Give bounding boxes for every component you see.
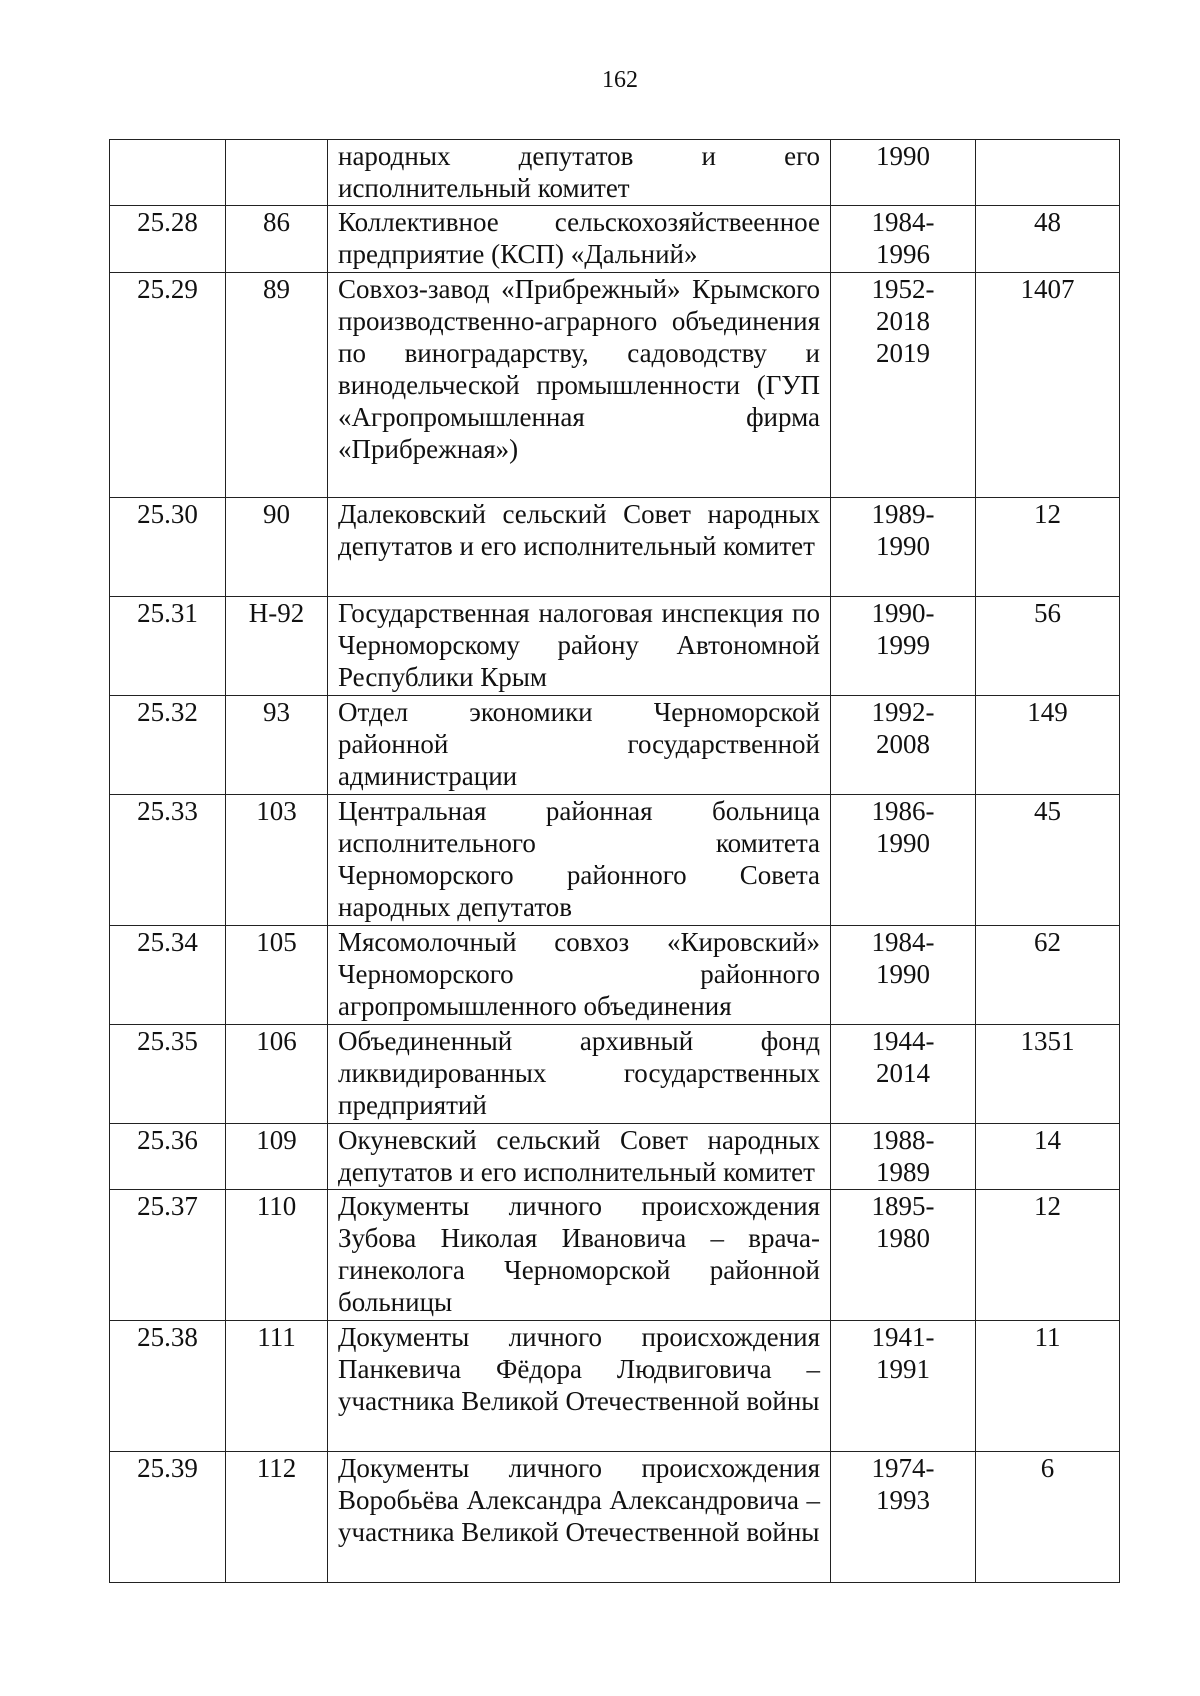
year-line: 1991: [876, 1354, 930, 1384]
table-row: [110, 1452, 1120, 1583]
years-cell: [831, 206, 976, 273]
fund-number-cell: 110: [226, 1190, 328, 1321]
years-cell: [831, 273, 976, 498]
year-line: 1990: [876, 531, 930, 561]
fund-name-cell: народных депутатов и его исполнительный комитет: [328, 140, 831, 206]
row-number-cell: 25.33: [110, 795, 226, 926]
fund-name-cell: Центральная районная больница исполнительного комитета Черноморского районного Совета народных депутатов: [328, 795, 831, 926]
table-row: [110, 498, 1120, 597]
fund-number-cell: Н-92: [226, 597, 328, 696]
years-cell: [831, 140, 976, 206]
year-line: 1989: [876, 1157, 930, 1187]
years-cell: [831, 498, 976, 597]
table-row: [110, 1190, 1120, 1321]
table-row: [110, 795, 1120, 926]
row-number-cell: [110, 140, 226, 206]
fund-number-cell: 111: [226, 1321, 328, 1452]
table-row: [110, 597, 1120, 696]
fund-name-cell: Отдел экономики Черноморской районной государственной администрации: [328, 696, 831, 795]
item-count-cell: 14: [976, 1124, 1120, 1190]
years-cell: [831, 1452, 976, 1583]
year-line: 1944-: [871, 1026, 935, 1056]
year-line: 1984-: [871, 927, 935, 957]
year-line: 1990-: [871, 598, 935, 628]
row-number-cell: 25.38: [110, 1321, 226, 1452]
table-row: [110, 1124, 1120, 1190]
table-row: [110, 273, 1120, 498]
item-count-cell: 12: [976, 498, 1120, 597]
fund-number-cell: 109: [226, 1124, 328, 1190]
year-line: 2008: [876, 729, 930, 759]
item-count-cell: 149: [976, 696, 1120, 795]
item-count-cell: 1351: [976, 1025, 1120, 1124]
item-count-cell: 62: [976, 926, 1120, 1025]
fund-number-cell: 90: [226, 498, 328, 597]
item-count-cell: 1407: [976, 273, 1120, 498]
fund-number-cell: 103: [226, 795, 328, 926]
fund-number-cell: 89: [226, 273, 328, 498]
item-count-cell: 6: [976, 1452, 1120, 1583]
row-number-cell: 25.30: [110, 498, 226, 597]
fund-name-cell: Объединенный архивный фонд ликвидированных государственных предприятий: [328, 1025, 831, 1124]
row-number-cell: 25.28: [110, 206, 226, 273]
row-number-cell: 25.37: [110, 1190, 226, 1321]
fund-number-cell: 105: [226, 926, 328, 1025]
years-cell: [831, 597, 976, 696]
row-number-cell: 25.32: [110, 696, 226, 795]
year-line: 1996: [876, 239, 930, 269]
fund-number-cell: 86: [226, 206, 328, 273]
year-line: 1984-: [871, 207, 935, 237]
year-line: 1952-: [871, 274, 935, 304]
item-count-cell: 12: [976, 1190, 1120, 1321]
year-line: 1974-: [871, 1453, 935, 1483]
row-number-cell: 25.35: [110, 1025, 226, 1124]
year-line: 1990: [876, 828, 930, 858]
years-cell: [831, 1190, 976, 1321]
fund-name-cell: Совхоз-завод «Прибрежный» Крымского производственно-аграрного объединения по виноградарству, садоводству и винодельческой промышленности (ГУП «Агропромышленная фирма «Прибрежная»): [328, 273, 831, 498]
years-cell: [831, 1321, 976, 1452]
fund-number-cell: 106: [226, 1025, 328, 1124]
year-line: 2014: [876, 1058, 930, 1088]
table-row: [110, 206, 1120, 273]
year-line: 1990: [876, 959, 930, 989]
years-cell: [831, 795, 976, 926]
year-line: 1992-: [871, 697, 935, 727]
fund-number-cell: 112: [226, 1452, 328, 1583]
table-row: [110, 696, 1120, 795]
item-count-cell: 45: [976, 795, 1120, 926]
item-count-cell: 11: [976, 1321, 1120, 1452]
years-cell: [831, 1025, 976, 1124]
fund-name-cell: Окуневский сельский Совет народных депутатов и его исполнительный комитет: [328, 1124, 831, 1190]
fund-name-cell: Коллективное сельскохозяйствеенное предприятие (КСП) «Дальний»: [328, 206, 831, 273]
year-line: 1941-: [871, 1322, 935, 1352]
year-line: 2019: [876, 338, 930, 368]
row-number-cell: 25.29: [110, 273, 226, 498]
year-line: 1989-: [871, 499, 935, 529]
row-number-cell: 25.31: [110, 597, 226, 696]
fund-name-cell: Далековский сельский Совет народных депутатов и его исполнительный комитет: [328, 498, 831, 597]
fund-name-cell: Государственная налоговая инспекция по Черноморскому району Автономной Республики Крым: [328, 597, 831, 696]
year-line: 1990: [876, 141, 930, 171]
fund-number-cell: 93: [226, 696, 328, 795]
fund-name-cell: Мясомолочный совхоз «Кировский» Черноморского районного агропромышленного объединения: [328, 926, 831, 1025]
table-row: [110, 1321, 1120, 1452]
year-line: 1986-: [871, 796, 935, 826]
fund-name-cell: Документы личного происхождения Воробьёва Александра Александровича – участника Великой Отечественной войны: [328, 1452, 831, 1583]
year-line: 1895-: [871, 1191, 935, 1221]
table-row: [110, 140, 1120, 206]
item-count-cell: 48: [976, 206, 1120, 273]
row-number-cell: 25.39: [110, 1452, 226, 1583]
fund-name-cell: Документы личного происхождения Панкевича Фёдора Людвиговича – участника Великой Отечественной войны: [328, 1321, 831, 1452]
fund-registry-table: [109, 139, 1120, 1583]
page-number: 162: [602, 67, 638, 93]
table-row: [110, 1025, 1120, 1124]
year-line: 1999: [876, 630, 930, 660]
year-line: 1993: [876, 1485, 930, 1515]
years-cell: [831, 1124, 976, 1190]
registry-body: [110, 140, 1120, 1583]
table-row: [110, 926, 1120, 1025]
year-line: 1988-: [871, 1125, 935, 1155]
fund-name-cell: Документы личного происхождения Зубова Николая Ивановича – врача-гинеколога Черноморской районной больницы: [328, 1190, 831, 1321]
row-number-cell: 25.36: [110, 1124, 226, 1190]
years-cell: [831, 696, 976, 795]
fund-number-cell: [226, 140, 328, 206]
years-cell: [831, 926, 976, 1025]
item-count-cell: 56: [976, 597, 1120, 696]
year-line: 1980: [876, 1223, 930, 1253]
row-number-cell: 25.34: [110, 926, 226, 1025]
year-line: 2018: [876, 306, 930, 336]
item-count-cell: [976, 140, 1120, 206]
